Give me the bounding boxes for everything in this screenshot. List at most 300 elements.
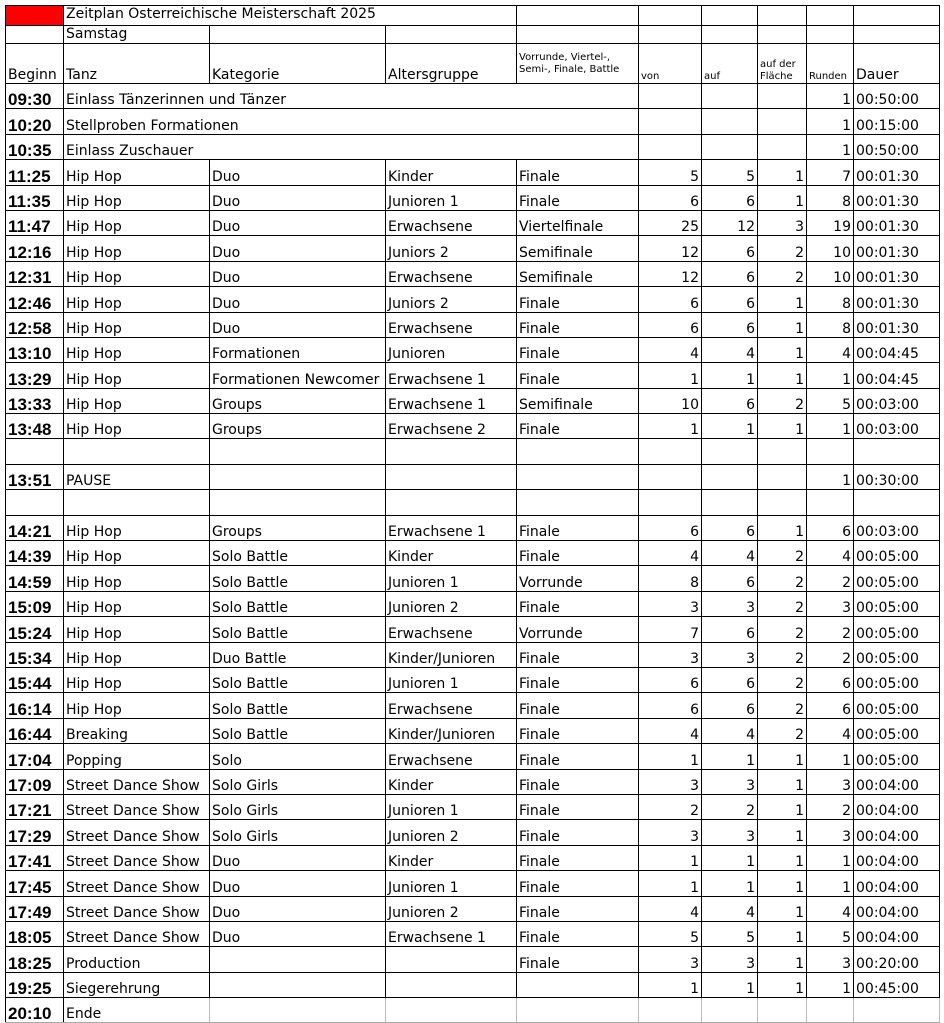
cell-tanz: Street Dance Show [64, 896, 210, 921]
cell-von: 1 [639, 871, 702, 896]
cell-runden: 4 [807, 718, 854, 743]
cell-beginn: 13:51 [6, 464, 64, 489]
cell-auf: 6 [702, 287, 758, 312]
schedule-body [6, 6, 940, 1023]
cell-beginn: 17:49 [6, 896, 64, 921]
schedule-row [6, 185, 940, 210]
header-von: von [639, 44, 702, 84]
cell-kategorie: Solo Girls [210, 794, 386, 819]
cell-kategorie: Duo [210, 210, 386, 235]
cell-kategorie: Duo [210, 160, 386, 185]
cell-von: 1 [639, 363, 702, 388]
empty-cell [6, 439, 64, 464]
cell-runden: 1 [807, 134, 854, 159]
cell-auf [702, 134, 758, 159]
cell-auf-der-flaeche: 2 [758, 617, 807, 642]
cell-von: 6 [639, 185, 702, 210]
cell-tanz: PAUSE [64, 464, 210, 489]
cell-runden: 3 [807, 820, 854, 845]
cell-runden: 8 [807, 185, 854, 210]
cell-runde: Finale [517, 871, 639, 896]
cell-beginn: 17:04 [6, 744, 64, 769]
cell-tanz: Hip Hop [64, 337, 210, 362]
cell-dauer: 00:01:30 [854, 261, 940, 286]
cell-beginn: 20:10 [6, 998, 64, 1023]
cell-beginn: 13:33 [6, 388, 64, 413]
cell-tanz: Siegerehrung [64, 972, 210, 997]
cell-tanz: Hip Hop [64, 515, 210, 540]
cell-runde: Finale [517, 591, 639, 616]
cell-von: 12 [639, 261, 702, 286]
cell-auf: 6 [702, 667, 758, 692]
empty-cell [639, 439, 702, 464]
cell-auf-der-flaeche: 3 [758, 210, 807, 235]
cell-altersgruppe: Kinder/Junioren [386, 718, 517, 743]
cell-runden: 1 [807, 84, 854, 109]
cell-beginn: 13:48 [6, 414, 64, 439]
cell-altersgruppe: Kinder [386, 845, 517, 870]
cell-auf: 1 [702, 972, 758, 997]
cell-altersgruppe: Junioren 1 [386, 566, 517, 591]
cell-runde [517, 998, 639, 1023]
cell-von: 12 [639, 236, 702, 261]
schedule-row [6, 363, 940, 388]
schedule-row [6, 591, 940, 616]
cell-kategorie: Formationen Newcomer [210, 363, 386, 388]
cell-tanz: Hip Hop [64, 210, 210, 235]
cell-runde: Finale [517, 693, 639, 718]
empty-cell [64, 439, 210, 464]
cell-beginn: 17:45 [6, 871, 64, 896]
blank-row [6, 490, 940, 515]
cell-auf: 3 [702, 947, 758, 972]
cell-auf: 6 [702, 566, 758, 591]
cell-altersgruppe: Junioren 1 [386, 794, 517, 819]
cell-tanz: Einlass Zuschauer [64, 134, 639, 159]
empty-cell [702, 439, 758, 464]
cell-auf: 4 [702, 718, 758, 743]
cell-kategorie: Solo Battle [210, 591, 386, 616]
cell-beginn: 13:10 [6, 337, 64, 362]
cell-auf-der-flaeche: 1 [758, 515, 807, 540]
cell-altersgruppe [386, 947, 517, 972]
cell-von: 6 [639, 515, 702, 540]
cell-runde: Vorrunde [517, 617, 639, 642]
cell-runden: 19 [807, 210, 854, 235]
schedule-row [6, 236, 940, 261]
cell-tanz: Hip Hop [64, 160, 210, 185]
cell-dauer: 00:05:00 [854, 541, 940, 566]
cell-runden: 6 [807, 515, 854, 540]
schedule-row [6, 515, 940, 540]
cell-auf-der-flaeche [758, 109, 807, 134]
cell-auf-der-flaeche: 1 [758, 185, 807, 210]
cell-tanz: Hip Hop [64, 667, 210, 692]
cell-von: 6 [639, 667, 702, 692]
cell-beginn: 15:09 [6, 591, 64, 616]
cell-tanz: Popping [64, 744, 210, 769]
cell-auf-der-flaeche: 1 [758, 287, 807, 312]
cell-auf: 5 [702, 160, 758, 185]
cell-auf: 4 [702, 337, 758, 362]
cell-altersgruppe: Junioren 2 [386, 820, 517, 845]
cell-auf-der-flaeche: 1 [758, 363, 807, 388]
cell-beginn: 13:29 [6, 363, 64, 388]
cell-auf: 12 [702, 210, 758, 235]
cell-runden: 2 [807, 566, 854, 591]
cell-auf: 1 [702, 871, 758, 896]
cell-von: 25 [639, 210, 702, 235]
cell-von: 3 [639, 591, 702, 616]
schedule-row [6, 921, 940, 946]
cell-runde: Finale [517, 363, 639, 388]
cell-runden: 7 [807, 160, 854, 185]
cell-runde: Finale [517, 414, 639, 439]
cell-dauer: 00:05:00 [854, 591, 940, 616]
cell-kategorie: Solo Battle [210, 667, 386, 692]
header-row [6, 44, 940, 84]
cell-runden: 5 [807, 921, 854, 946]
cell-runde: Finale [517, 185, 639, 210]
empty-cell [758, 439, 807, 464]
cell-auf [702, 109, 758, 134]
cell-runde: Semifinale [517, 236, 639, 261]
empty-cell [386, 490, 517, 515]
cell-runden: 4 [807, 337, 854, 362]
cell-tanz: Einlass Tänzerinnen und Tänzer [64, 84, 639, 109]
cell-beginn: 17:09 [6, 769, 64, 794]
cell-auf: 3 [702, 591, 758, 616]
cell-runde: Vorrunde [517, 566, 639, 591]
cell-kategorie: Duo [210, 261, 386, 286]
cell-von [639, 464, 702, 489]
cell-dauer: 00:15:00 [854, 109, 940, 134]
cell-auf: 5 [702, 921, 758, 946]
cell-auf: 6 [702, 617, 758, 642]
cell-beginn: 12:31 [6, 261, 64, 286]
cell-dauer: 00:30:00 [854, 464, 940, 489]
cell-auf-der-flaeche: 1 [758, 744, 807, 769]
cell-runde: Finale [517, 845, 639, 870]
cell-runde: Finale [517, 769, 639, 794]
cell-von: 7 [639, 617, 702, 642]
cell-tanz: Street Dance Show [64, 794, 210, 819]
cell-altersgruppe: Junioren 2 [386, 591, 517, 616]
cell-beginn: 10:35 [6, 134, 64, 159]
schedule-row [6, 718, 940, 743]
cell-beginn: 17:41 [6, 845, 64, 870]
header-runde: Vorrunde, Viertel-, Semi-, Finale, Battle [517, 44, 639, 84]
schedule-row [6, 84, 940, 109]
cell-von [639, 84, 702, 109]
cell-beginn: 12:16 [6, 236, 64, 261]
cell-dauer: 00:50:00 [854, 134, 940, 159]
schedule-row [6, 134, 940, 159]
empty-cell [854, 439, 940, 464]
cell-auf: 6 [702, 185, 758, 210]
cell-dauer: 00:03:00 [854, 414, 940, 439]
cell-auf-der-flaeche: 2 [758, 388, 807, 413]
cell-tanz: Stellproben Formationen [64, 109, 639, 134]
cell-tanz: Breaking [64, 718, 210, 743]
cell-beginn: 17:21 [6, 794, 64, 819]
cell-dauer: 00:04:00 [854, 921, 940, 946]
cell-altersgruppe: Kinder/Junioren [386, 642, 517, 667]
empty-cell [854, 490, 940, 515]
schedule-row [6, 642, 940, 667]
cell-runden: 1 [807, 414, 854, 439]
cell-auf-der-flaeche: 1 [758, 820, 807, 845]
cell-runden: 1 [807, 871, 854, 896]
schedule-row [6, 541, 940, 566]
cell-kategorie: Duo [210, 185, 386, 210]
cell-dauer: 00:04:00 [854, 871, 940, 896]
cell-von: 6 [639, 287, 702, 312]
schedule-row [6, 566, 940, 591]
header-altersgruppe: Altersgruppe [386, 44, 517, 84]
cell-runde: Finale [517, 337, 639, 362]
cell-auf: 1 [702, 845, 758, 870]
cell-beginn: 09:30 [6, 84, 64, 109]
schedule-title: Zeitplan Osterreichische Meisterschaft 2025 [64, 6, 517, 26]
cell-kategorie: Solo Battle [210, 693, 386, 718]
cell-beginn: 14:59 [6, 566, 64, 591]
cell-auf-der-flaeche: 2 [758, 667, 807, 692]
cell-kategorie: Duo [210, 312, 386, 337]
cell-dauer: 00:01:30 [854, 312, 940, 337]
schedule-row [6, 794, 940, 819]
schedule-table [5, 5, 940, 1023]
cell-auf-der-flaeche: 1 [758, 312, 807, 337]
cell-beginn: 15:24 [6, 617, 64, 642]
cell-runde: Finale [517, 744, 639, 769]
cell-dauer [854, 998, 940, 1023]
cell-beginn: 16:44 [6, 718, 64, 743]
cell-tanz: Street Dance Show [64, 921, 210, 946]
cell-runden: 8 [807, 312, 854, 337]
cell-kategorie: Duo Battle [210, 642, 386, 667]
schedule-row [6, 896, 940, 921]
empty-cell [517, 490, 639, 515]
cell-auf: 2 [702, 794, 758, 819]
cell-kategorie: Duo [210, 921, 386, 946]
cell-tanz: Hip Hop [64, 287, 210, 312]
cell-auf-der-flaeche: 2 [758, 541, 807, 566]
cell-auf-der-flaeche: 1 [758, 845, 807, 870]
cell-kategorie: Duo [210, 845, 386, 870]
cell-von: 1 [639, 744, 702, 769]
cell-von: 6 [639, 312, 702, 337]
cell-kategorie: Duo [210, 287, 386, 312]
cell-tanz: Hip Hop [64, 566, 210, 591]
cell-auf: 3 [702, 820, 758, 845]
cell-von: 3 [639, 769, 702, 794]
cell-dauer: 00:50:00 [854, 84, 940, 109]
cell-von: 4 [639, 718, 702, 743]
cell-auf-der-flaeche: 2 [758, 591, 807, 616]
cell-von: 1 [639, 845, 702, 870]
schedule-row [6, 414, 940, 439]
empty-cell [758, 490, 807, 515]
schedule-row [6, 312, 940, 337]
cell-dauer: 00:05:00 [854, 642, 940, 667]
cell-auf-der-flaeche: 1 [758, 947, 807, 972]
cell-von [639, 998, 702, 1023]
cell-altersgruppe: Erwachsene [386, 312, 517, 337]
cell-runden: 6 [807, 667, 854, 692]
cell-beginn: 10:20 [6, 109, 64, 134]
cell-altersgruppe: Erwachsene [386, 261, 517, 286]
red-marker-cell [6, 6, 64, 26]
cell-auf-der-flaeche [758, 464, 807, 489]
cell-runde: Finale [517, 794, 639, 819]
cell-kategorie: Solo [210, 744, 386, 769]
cell-von: 1 [639, 414, 702, 439]
cell-runden: 2 [807, 617, 854, 642]
cell-runden: 1 [807, 972, 854, 997]
cell-altersgruppe: Junioren 1 [386, 185, 517, 210]
cell-beginn: 17:29 [6, 820, 64, 845]
cell-altersgruppe: Erwachsene 1 [386, 388, 517, 413]
cell-auf: 4 [702, 896, 758, 921]
cell-tanz: Street Dance Show [64, 871, 210, 896]
cell-von: 1 [639, 972, 702, 997]
cell-auf-der-flaeche: 1 [758, 896, 807, 921]
cell-runden: 3 [807, 591, 854, 616]
cell-auf: 1 [702, 744, 758, 769]
cell-runde: Finale [517, 820, 639, 845]
cell-runde: Finale [517, 312, 639, 337]
header-kategorie: Kategorie [210, 44, 386, 84]
cell-runde: Finale [517, 287, 639, 312]
cell-auf-der-flaeche: 2 [758, 718, 807, 743]
cell-tanz: Street Dance Show [64, 820, 210, 845]
cell-von: 4 [639, 337, 702, 362]
cell-runden: 3 [807, 947, 854, 972]
cell-altersgruppe: Erwachsene 1 [386, 921, 517, 946]
cell-altersgruppe: Junioren 2 [386, 896, 517, 921]
cell-auf: 3 [702, 769, 758, 794]
cell-beginn: 16:14 [6, 693, 64, 718]
cell-tanz: Street Dance Show [64, 845, 210, 870]
schedule-row [6, 388, 940, 413]
cell-auf-der-flaeche: 2 [758, 693, 807, 718]
cell-runde: Finale [517, 642, 639, 667]
cell-altersgruppe: Erwachsene [386, 693, 517, 718]
cell-altersgruppe [386, 998, 517, 1023]
cell-runden: 1 [807, 744, 854, 769]
cell-von: 8 [639, 566, 702, 591]
cell-beginn: 14:21 [6, 515, 64, 540]
cell-auf-der-flaeche: 1 [758, 769, 807, 794]
cell-tanz: Hip Hop [64, 414, 210, 439]
schedule-row [6, 947, 940, 972]
cell-beginn: 14:39 [6, 541, 64, 566]
cell-tanz: Production [64, 947, 210, 972]
cell-kategorie: Duo [210, 871, 386, 896]
cell-runden: 2 [807, 642, 854, 667]
cell-kategorie: Formationen [210, 337, 386, 362]
schedule-row [6, 667, 940, 692]
cell-runden: 10 [807, 261, 854, 286]
cell-auf-der-flaeche [758, 998, 807, 1023]
cell-altersgruppe [386, 464, 517, 489]
schedule-row [6, 210, 940, 235]
cell-auf: 6 [702, 388, 758, 413]
cell-runden: 1 [807, 109, 854, 134]
cell-tanz: Hip Hop [64, 642, 210, 667]
cell-runden: 4 [807, 896, 854, 921]
empty-cell [807, 490, 854, 515]
cell-runde: Viertelfinale [517, 210, 639, 235]
cell-auf-der-flaeche: 1 [758, 160, 807, 185]
cell-dauer: 00:05:00 [854, 617, 940, 642]
cell-kategorie: Solo Girls [210, 820, 386, 845]
cell-kategorie: Groups [210, 414, 386, 439]
cell-dauer: 00:04:00 [854, 794, 940, 819]
cell-dauer: 00:05:00 [854, 566, 940, 591]
cell-runde: Semifinale [517, 388, 639, 413]
cell-dauer: 00:45:00 [854, 972, 940, 997]
cell-beginn: 12:46 [6, 287, 64, 312]
cell-dauer: 00:01:30 [854, 160, 940, 185]
cell-tanz: Hip Hop [64, 388, 210, 413]
cell-runden: 5 [807, 388, 854, 413]
cell-dauer: 00:04:45 [854, 337, 940, 362]
cell-von: 3 [639, 820, 702, 845]
cell-kategorie: Solo Battle [210, 541, 386, 566]
schedule-row [6, 845, 940, 870]
cell-altersgruppe: Erwachsene [386, 210, 517, 235]
cell-von: 6 [639, 693, 702, 718]
cell-runde: Finale [517, 160, 639, 185]
cell-altersgruppe: Juniors 2 [386, 236, 517, 261]
cell-auf-der-flaeche: 2 [758, 261, 807, 286]
cell-altersgruppe: Kinder [386, 769, 517, 794]
cell-tanz: Hip Hop [64, 693, 210, 718]
cell-runde: Semifinale [517, 261, 639, 286]
cell-von: 2 [639, 794, 702, 819]
cell-beginn: 11:35 [6, 185, 64, 210]
cell-dauer: 00:05:00 [854, 693, 940, 718]
cell-kategorie [210, 998, 386, 1023]
cell-auf-der-flaeche: 2 [758, 642, 807, 667]
cell-kategorie: Groups [210, 515, 386, 540]
cell-auf: 1 [702, 363, 758, 388]
cell-altersgruppe: Junioren 1 [386, 871, 517, 896]
cell-kategorie: Solo Battle [210, 718, 386, 743]
cell-von: 3 [639, 642, 702, 667]
cell-auf [702, 84, 758, 109]
header-auf-der-flaeche: auf der Fläche [758, 44, 807, 84]
cell-runden: 4 [807, 541, 854, 566]
cell-tanz: Hip Hop [64, 363, 210, 388]
header-dauer: Dauer [854, 44, 940, 84]
empty-cell [6, 490, 64, 515]
cell-von: 10 [639, 388, 702, 413]
cell-dauer: 00:04:00 [854, 896, 940, 921]
cell-runden: 3 [807, 769, 854, 794]
cell-tanz: Hip Hop [64, 236, 210, 261]
cell-kategorie: Solo Girls [210, 769, 386, 794]
empty-cell [702, 490, 758, 515]
cell-auf-der-flaeche: 2 [758, 236, 807, 261]
cell-auf: 1 [702, 414, 758, 439]
header-runden: Runden [807, 44, 854, 84]
schedule-row [6, 287, 940, 312]
cell-beginn: 18:05 [6, 921, 64, 946]
cell-von [639, 109, 702, 134]
